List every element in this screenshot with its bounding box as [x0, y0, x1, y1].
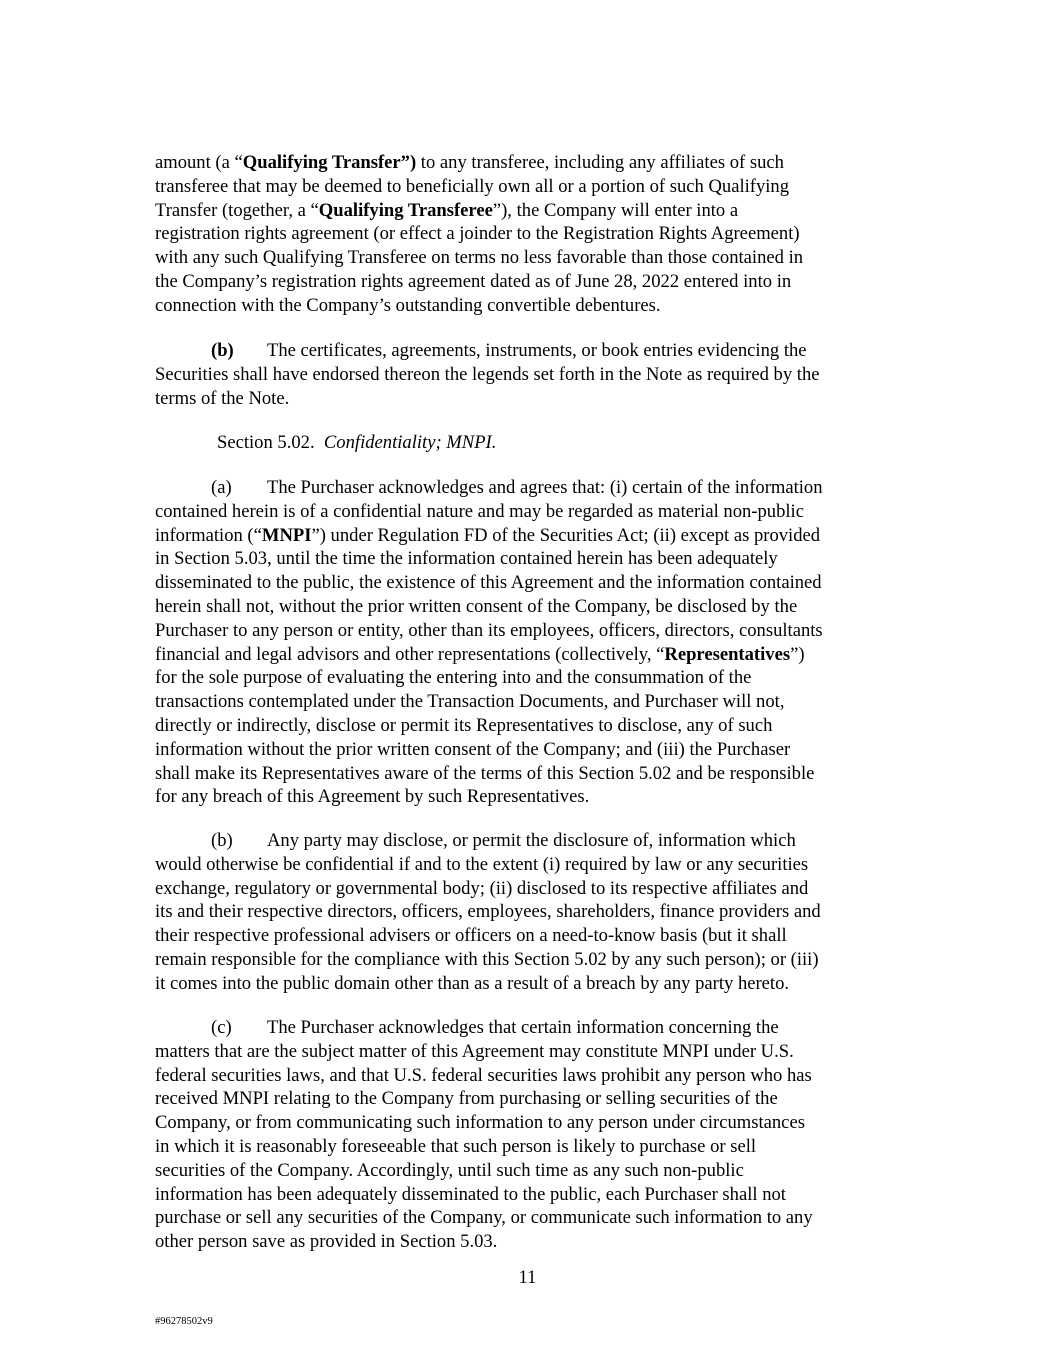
text-line: in which it is reasonably foreseeable that such person is likely to purchase or sell	[155, 1135, 757, 1157]
text-line	[155, 339, 915, 363]
text-line	[155, 476, 915, 500]
text-run: ”) under Regulation FD of the Securities Act; (ii) except as provided	[311, 524, 821, 546]
text-line: information without the prior written consent of the Company; and (iii) the Purchaser	[155, 738, 791, 760]
defined-term: Qualifying Transfer”)	[242, 152, 417, 173]
section-title: Confidentiality; MNPI.	[323, 432, 497, 453]
section-heading	[155, 431, 977, 455]
text-run: ”), the Company will enter into a	[492, 199, 739, 221]
text-run: The Purchaser acknowledges and agrees that: (i) certain of the information	[267, 477, 823, 498]
text-run: amount (a “	[155, 152, 243, 173]
text-line: the Company’s registration rights agreement dated as of June 28, 2022 entered into in	[155, 270, 792, 292]
clause-label: (c)	[211, 1017, 232, 1038]
text-run: Any party may disclose, or permit the disclosure of, information which	[267, 830, 796, 851]
paragraph-confidentiality-b	[155, 829, 915, 996]
text-run: ”)	[790, 643, 805, 665]
text-line: purchase or sell any securities of the Company, or communicate such information to any	[155, 1207, 813, 1229]
text-line	[155, 643, 915, 667]
text-line: it comes into the public domain other than as a result of a breach by any party hereto.	[155, 972, 790, 994]
text-line: for any breach of this Agreement by such Representatives.	[155, 786, 590, 808]
section-number: Section 5.02.	[217, 432, 315, 453]
text-line: its and their respective directors, officers, employees, shareholders, finance providers and	[155, 901, 821, 923]
paragraph-legends	[155, 339, 915, 410]
text-run: The certificates, agreements, instruments, or book entries evidencing the	[267, 340, 807, 361]
text-line: their respective professional advisers or officers on a need-to-know basis (but it shall	[155, 925, 787, 947]
text-line: exchange, regulatory or governmental body; (ii) disclosed to its respective affiliates and	[155, 877, 809, 899]
text-line	[155, 829, 915, 853]
document-id: #96278502v9	[155, 1316, 213, 1327]
text-line: terms of the Note.	[155, 387, 290, 409]
paragraph-confidentiality-a	[155, 476, 915, 809]
text-line: connection with the Company’s outstanding convertible debentures.	[155, 294, 661, 316]
clause-label: (a)	[211, 477, 232, 498]
text-line: information has been adequately disseminated to the public, each Purchaser shall not	[155, 1183, 786, 1205]
text-line: registration rights agreement (or effect a joinder to the Registration Rights Agreement)	[155, 223, 800, 245]
page-number: 11	[518, 1267, 537, 1288]
text-line: with any such Qualifying Transferee on terms no less favorable than those contained in	[155, 247, 804, 269]
text-line: Company, or from communicating such information to any person under circumstances	[155, 1112, 805, 1134]
text-run: Transfer (together, a “	[155, 199, 319, 221]
text-line: matters that are the subject matter of this Agreement may constitute MNPI under U.S.	[155, 1040, 794, 1062]
text-line: directly or indirectly, disclose or permit its Representatives to disclose, any of such	[155, 714, 773, 736]
clause-label: (b)	[211, 830, 233, 851]
text-line: Purchaser to any person or entity, other than its employees, officers, directors, consultants	[155, 619, 823, 641]
defined-term: Qualifying Transferee	[318, 199, 493, 221]
text-line: federal securities laws, and that U.S. federal securities laws prohibit any person who has	[155, 1064, 812, 1086]
text-line	[155, 524, 915, 548]
text-line: transactions contemplated under the Transaction Documents, and Purchaser will not,	[155, 691, 785, 713]
text-line: herein shall not, without the prior written consent of the Company, be disclosed by the	[155, 595, 798, 617]
text-line: disseminated to the public, the existence of this Agreement and the information contained	[155, 572, 822, 594]
text-line: would otherwise be confidential if and to the extent (i) required by law or any securities	[155, 853, 809, 875]
text-line: received MNPI relating to the Company from purchasing or selling securities of the	[155, 1088, 778, 1110]
text-run: financial and legal advisors and other representations (collectively, “	[155, 643, 665, 665]
text-run: to any transferee, including any affiliates of such	[416, 152, 784, 173]
text-run: information (“	[155, 524, 262, 546]
text-line: other person save as provided in Section 5.03.	[155, 1231, 498, 1253]
defined-term: MNPI	[261, 524, 312, 546]
text-line: Securities shall have endorsed thereon the legends set forth in the Note as required by the	[155, 363, 820, 385]
text-line: in Section 5.03, until the time the information contained herein has been adequately	[155, 548, 778, 570]
text-line	[155, 151, 915, 175]
text-line: contained herein is of a confidential nature and may be regarded as material non-public	[155, 500, 804, 522]
text-line: transferee that may be deemed to beneficially own all or a portion of such Qualifying	[155, 175, 790, 197]
defined-term: Representatives	[664, 643, 791, 665]
text-line: shall make its Representatives aware of the terms of this Section 5.02 and be responsible	[155, 762, 815, 784]
text-line: for the sole purpose of evaluating the entering into and the consummation of the	[155, 667, 752, 689]
clause-label: (b)	[211, 340, 234, 361]
text-run: The Purchaser acknowledges that certain information concerning the	[267, 1017, 779, 1038]
text-line: remain responsible for the compliance with this Section 5.02 by any such person); or (iii)	[155, 948, 819, 970]
text-line	[155, 1016, 915, 1040]
paragraph-qualifying-transfer	[155, 151, 915, 318]
paragraph-confidentiality-c	[155, 1016, 915, 1254]
text-line	[155, 199, 915, 223]
text-line: securities of the Company. Accordingly, until such time as any such non-public	[155, 1159, 744, 1181]
